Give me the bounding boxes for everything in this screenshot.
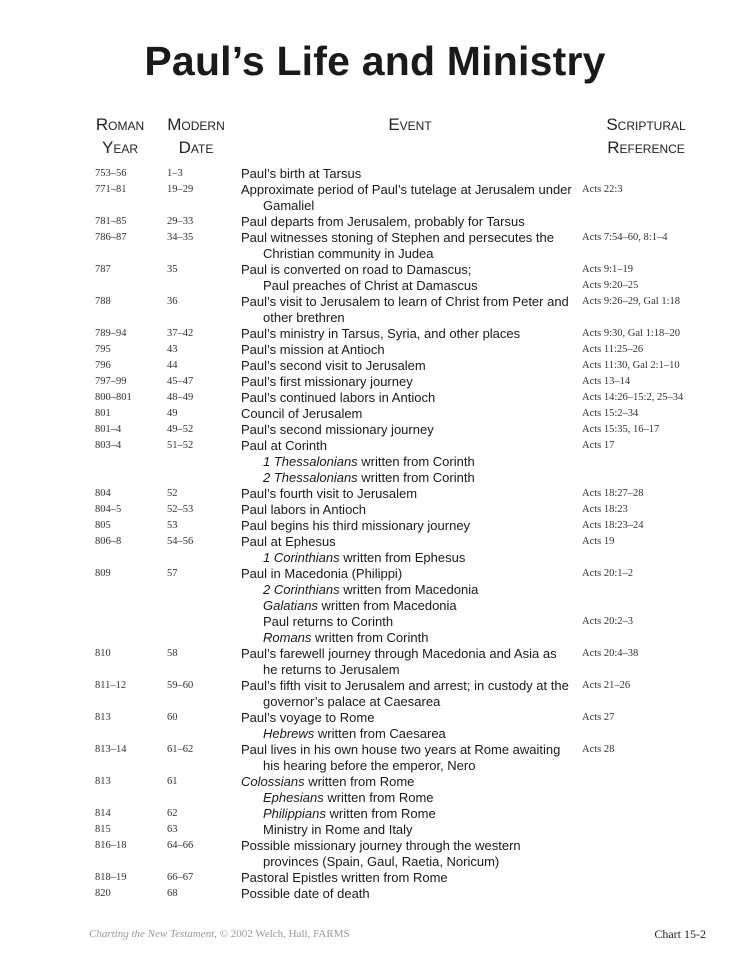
- event-text: Pastoral Epistles written from Rome: [241, 870, 448, 885]
- modern-date-cell: 36: [167, 296, 178, 307]
- table-row: [0, 774, 750, 790]
- event-cell: [241, 886, 576, 902]
- event-cell: [241, 342, 576, 358]
- epistle-title: Romans: [263, 630, 312, 645]
- event-cell: [241, 406, 576, 422]
- event-text: Ministry in Rome and Italy: [263, 822, 413, 837]
- event-cell: [241, 774, 576, 790]
- event-cell: [241, 806, 576, 822]
- modern-date-cell: 35: [167, 264, 178, 275]
- scripture-reference-cell: Acts 11:30, Gal 2:1–10: [582, 360, 680, 371]
- epistle-title: Ephesians: [263, 790, 324, 805]
- event-text: written from Rome: [325, 806, 436, 821]
- roman-year-cell: 813: [95, 712, 111, 723]
- table-row: [0, 838, 750, 870]
- roman-year-cell: 806–8: [95, 536, 122, 547]
- table-row: [0, 374, 750, 390]
- table-row: [0, 262, 750, 278]
- event-cell: [241, 550, 576, 566]
- event-cell: [241, 438, 576, 454]
- event-text: Paul begins his third missionary journey: [241, 518, 471, 533]
- roman-year-cell: 796: [95, 360, 111, 371]
- event-text: Paul lives in his own house two years at Rome awaiting: [241, 742, 561, 757]
- event-text-continued: he returns to Jerusalem: [263, 662, 400, 677]
- event-cell: [241, 822, 576, 838]
- table-row: [0, 598, 750, 614]
- modern-date-cell: 68: [167, 888, 178, 899]
- event-text: Possible missionary journey through the western: [241, 838, 521, 853]
- scripture-reference-cell: Acts 18:27–28: [582, 488, 644, 499]
- event-cell: [241, 838, 576, 870]
- event-text: written from Rome: [323, 790, 434, 805]
- modern-date-cell: 61: [167, 776, 178, 787]
- roman-year-cell: 818–19: [95, 872, 127, 883]
- event-cell: [241, 646, 576, 678]
- event-cell: [241, 534, 576, 550]
- table-row: [0, 342, 750, 358]
- roman-year-cell: 795: [95, 344, 111, 355]
- table-row: [0, 422, 750, 438]
- scripture-reference-cell: Acts 20:2–3: [582, 616, 634, 627]
- event-cell: [241, 470, 576, 486]
- event-cell: [241, 230, 576, 262]
- event-cell: [241, 710, 576, 726]
- event-text: Paul at Corinth: [241, 438, 327, 453]
- modern-date-cell: 37–42: [167, 328, 194, 339]
- event-cell: [241, 518, 576, 534]
- table-row: [0, 550, 750, 566]
- event-cell: [241, 454, 576, 470]
- event-text: written from Ephesus: [339, 550, 466, 565]
- event-cell: [241, 598, 576, 614]
- event-text: Paul’s farewell journey through Macedonia and Asia as: [241, 646, 557, 661]
- roman-year-cell: 814: [95, 808, 111, 819]
- event-text: Paul labors in Antioch: [241, 502, 367, 517]
- event-text: Paul’s mission at Antioch: [241, 342, 385, 357]
- event-cell: [241, 790, 576, 806]
- table-row: [0, 742, 750, 774]
- scripture-reference-cell: Acts 15:35, 16–17: [582, 424, 660, 435]
- event-cell: [241, 374, 576, 390]
- event-text: Paul’s fifth visit to Jerusalem and arrest; in custody at the: [241, 678, 569, 693]
- event-text-continued: Gamaliel: [263, 198, 315, 213]
- modern-date-cell: 51–52: [167, 440, 194, 451]
- page-title: Paul’s Life and Ministry: [144, 38, 606, 84]
- event-cell: [241, 358, 576, 374]
- modern-date-cell: 52: [167, 488, 178, 499]
- modern-date-cell: 34–35: [167, 232, 194, 243]
- table-row: [0, 790, 750, 806]
- scripture-reference-cell: Acts 9:30, Gal 1:18–20: [582, 328, 680, 339]
- table-row: [0, 518, 750, 534]
- roman-year-cell: 781–85: [95, 216, 127, 227]
- epistle-title: 2 Corinthians: [263, 582, 340, 597]
- modern-date-cell: 62: [167, 808, 178, 819]
- roman-year-cell: 786–87: [95, 232, 127, 243]
- table-row: [0, 390, 750, 406]
- modern-date-cell: 1–3: [167, 168, 183, 179]
- roman-year-cell: 801–4: [95, 424, 122, 435]
- event-cell: [241, 214, 576, 230]
- roman-year-cell: 810: [95, 648, 111, 659]
- event-cell: [241, 278, 576, 294]
- table-row: [0, 630, 750, 646]
- event-text: Paul’s second visit to Jerusalem: [241, 358, 426, 373]
- table-row: [0, 646, 750, 678]
- roman-year-cell: 820: [95, 888, 111, 899]
- header-line: Scriptural: [606, 115, 686, 134]
- event-text: Paul in Macedonia (Philippi): [241, 566, 403, 581]
- table-row: [0, 438, 750, 454]
- chronology-table: [0, 166, 750, 902]
- scripture-reference-cell: Acts 18:23–24: [582, 520, 644, 531]
- roman-year-cell: 813–14: [95, 744, 127, 755]
- table-row: [0, 678, 750, 710]
- roman-year-cell: 804: [95, 488, 111, 499]
- epistle-title: Philippians: [263, 806, 326, 821]
- table-row: [0, 326, 750, 342]
- column-header-scriptural-reference: [588, 113, 704, 159]
- scripture-reference-cell: Acts 17: [582, 440, 615, 451]
- roman-year-cell: 787: [95, 264, 111, 275]
- roman-year-cell: 789–94: [95, 328, 127, 339]
- table-row: [0, 806, 750, 822]
- epistle-title: Galatians: [263, 598, 318, 613]
- scripture-reference-cell: Acts 11:25–26: [582, 344, 644, 355]
- table-row: [0, 502, 750, 518]
- table-row: [0, 182, 750, 214]
- roman-year-cell: 753–56: [95, 168, 127, 179]
- scripture-reference-cell: Acts 15:2–34: [582, 408, 639, 419]
- event-cell: [241, 630, 576, 646]
- event-cell: [241, 326, 576, 342]
- event-text: Paul’s voyage to Rome: [241, 710, 375, 725]
- source-copyright: © 2002 Welch, Hall, FARMS: [216, 928, 350, 940]
- table-row: [0, 278, 750, 294]
- scripture-reference-cell: Acts 22:3: [582, 184, 623, 195]
- event-cell: [241, 726, 576, 742]
- modern-date-cell: 58: [167, 648, 178, 659]
- table-row: [0, 230, 750, 262]
- header-line: Modern: [167, 115, 225, 134]
- event-text: Paul witnesses stoning of Stephen and persecutes the: [241, 230, 554, 245]
- epistle-title: 1 Thessalonians: [263, 454, 358, 469]
- scripture-reference-cell: Acts 13–14: [582, 376, 631, 387]
- event-text: Paul’s birth at Tarsus: [241, 166, 362, 181]
- table-row: [0, 534, 750, 550]
- modern-date-cell: 53: [167, 520, 178, 531]
- column-header-roman-year: [88, 113, 152, 159]
- event-cell: [241, 566, 576, 582]
- event-text: written from Macedonia: [317, 598, 457, 613]
- scripture-reference-cell: Acts 20:1–2: [582, 568, 634, 579]
- modern-date-cell: 59–60: [167, 680, 194, 691]
- modern-date-cell: 44: [167, 360, 178, 371]
- modern-date-cell: 49: [167, 408, 178, 419]
- event-text-continued: his hearing before the emperor, Nero: [263, 758, 476, 773]
- scripture-reference-cell: Acts 19: [582, 536, 615, 547]
- event-text: Paul at Ephesus: [241, 534, 336, 549]
- roman-year-cell: 803–4: [95, 440, 122, 451]
- scripture-reference-cell: Acts 20:4–38: [582, 648, 639, 659]
- roman-year-cell: 805: [95, 520, 111, 531]
- scripture-reference-cell: Acts 27: [582, 712, 615, 723]
- header-line: Year: [101, 138, 138, 157]
- roman-year-cell: 797–99: [95, 376, 127, 387]
- modern-date-cell: 61–62: [167, 744, 194, 755]
- event-cell: [241, 182, 576, 214]
- roman-year-cell: 816–18: [95, 840, 127, 851]
- table-row: [0, 614, 750, 630]
- event-cell: [241, 742, 576, 774]
- modern-date-cell: 57: [167, 568, 178, 579]
- scripture-reference-cell: Acts 18:23: [582, 504, 628, 515]
- scripture-reference-cell: Acts 21–26: [582, 680, 631, 691]
- epistle-title: Colossians: [241, 774, 305, 789]
- event-cell: [241, 502, 576, 518]
- event-text: written from Rome: [304, 774, 415, 789]
- epistle-title: 1 Corinthians: [263, 550, 340, 565]
- event-text: Approximate period of Paul’s tutelage at Jerusalem under: [241, 182, 572, 197]
- source-credit: [89, 928, 350, 940]
- modern-date-cell: 52–53: [167, 504, 194, 515]
- event-cell: [241, 390, 576, 406]
- table-row: [0, 454, 750, 470]
- roman-year-cell: 813: [95, 776, 111, 787]
- event-cell: [241, 486, 576, 502]
- event-text: written from Caesarea: [314, 726, 446, 741]
- event-cell: [241, 614, 576, 630]
- event-text: Paul returns to Corinth: [263, 614, 394, 629]
- roman-year-cell: 809: [95, 568, 111, 579]
- source-title: Charting the New Testament,: [89, 928, 217, 940]
- header-line: Roman: [95, 115, 145, 134]
- event-text-continued: provinces (Spain, Gaul, Raetia, Noricum): [263, 854, 500, 869]
- event-cell: [241, 678, 576, 710]
- event-text-continued: governor’s palace at Caesarea: [263, 694, 441, 709]
- event-cell: [241, 294, 576, 326]
- event-text: Paul’s continued labors in Antioch: [241, 390, 436, 405]
- table-row: [0, 166, 750, 182]
- event-text: written from Corinth: [311, 630, 429, 645]
- event-cell: [241, 422, 576, 438]
- modern-date-cell: 49–52: [167, 424, 194, 435]
- roman-year-cell: 815: [95, 824, 111, 835]
- roman-year-cell: 804–5: [95, 504, 122, 515]
- table-row: [0, 294, 750, 326]
- column-header-event: [240, 113, 580, 136]
- event-text: written from Corinth: [357, 470, 475, 485]
- event-cell: [241, 262, 576, 278]
- roman-year-cell: 800–801: [95, 392, 132, 403]
- table-row: [0, 582, 750, 598]
- event-text: written from Macedonia: [339, 582, 479, 597]
- modern-date-cell: 63: [167, 824, 178, 835]
- modern-date-cell: 64–66: [167, 840, 194, 851]
- event-text: Paul’s visit to Jerusalem to learn of Christ from Peter and: [241, 294, 569, 309]
- event-cell: [241, 582, 576, 598]
- event-text-continued: other brethren: [263, 310, 345, 325]
- roman-year-cell: 811–12: [95, 680, 127, 691]
- modern-date-cell: 66–67: [167, 872, 194, 883]
- modern-date-cell: 45–47: [167, 376, 194, 387]
- table-row: [0, 470, 750, 486]
- table-row: [0, 406, 750, 422]
- scripture-reference-cell: Acts 14:26–15:2, 25–34: [582, 392, 684, 403]
- scripture-reference-cell: Acts 9:26–29, Gal 1:18: [582, 296, 680, 307]
- event-text: Paul departs from Jerusalem, probably for Tarsus: [241, 214, 525, 229]
- modern-date-cell: 48–49: [167, 392, 194, 403]
- event-text: Paul’s first missionary journey: [241, 374, 413, 389]
- modern-date-cell: 43: [167, 344, 178, 355]
- scripture-reference-cell: Acts 28: [582, 744, 615, 755]
- event-cell: [241, 166, 576, 182]
- scripture-reference-cell: Acts 9:20–25: [582, 280, 639, 291]
- epistle-title: 2 Thessalonians: [263, 470, 358, 485]
- event-text: Paul is converted on road to Damascus;: [241, 262, 472, 277]
- table-row: [0, 214, 750, 230]
- table-row: [0, 358, 750, 374]
- event-cell: [241, 870, 576, 886]
- event-text: Paul preaches of Christ at Damascus: [263, 278, 478, 293]
- roman-year-cell: 788: [95, 296, 111, 307]
- header-line: Event: [388, 115, 432, 134]
- table-row: [0, 566, 750, 582]
- modern-date-cell: 29–33: [167, 216, 194, 227]
- header-line: Date: [178, 138, 214, 157]
- epistle-title: Hebrews: [263, 726, 315, 741]
- table-row: [0, 486, 750, 502]
- table-row: [0, 710, 750, 726]
- table-row: [0, 870, 750, 886]
- scripture-reference-cell: Acts 7:54–60, 8:1–4: [582, 232, 668, 243]
- scripture-reference-cell: Acts 9:1–19: [582, 264, 634, 275]
- event-text: written from Corinth: [357, 454, 475, 469]
- event-text: Possible date of death: [241, 886, 370, 901]
- table-row: [0, 886, 750, 902]
- roman-year-cell: 801: [95, 408, 111, 419]
- event-text: Paul’s fourth visit to Jerusalem: [241, 486, 418, 501]
- table-row: [0, 822, 750, 838]
- header-line: Reference: [607, 138, 685, 157]
- event-text-continued: Christian community in Judea: [263, 246, 434, 261]
- modern-date-cell: 19–29: [167, 184, 194, 195]
- event-text: Paul’s ministry in Tarsus, Syria, and other places: [241, 326, 521, 341]
- table-row: [0, 726, 750, 742]
- chart-number: Chart 15-2: [654, 927, 706, 941]
- event-text: Council of Jerusalem: [241, 406, 363, 421]
- column-header-modern-date: [158, 113, 234, 159]
- modern-date-cell: 60: [167, 712, 178, 723]
- roman-year-cell: 771–81: [95, 184, 127, 195]
- modern-date-cell: 54–56: [167, 536, 194, 547]
- event-text: Paul’s second missionary journey: [241, 422, 434, 437]
